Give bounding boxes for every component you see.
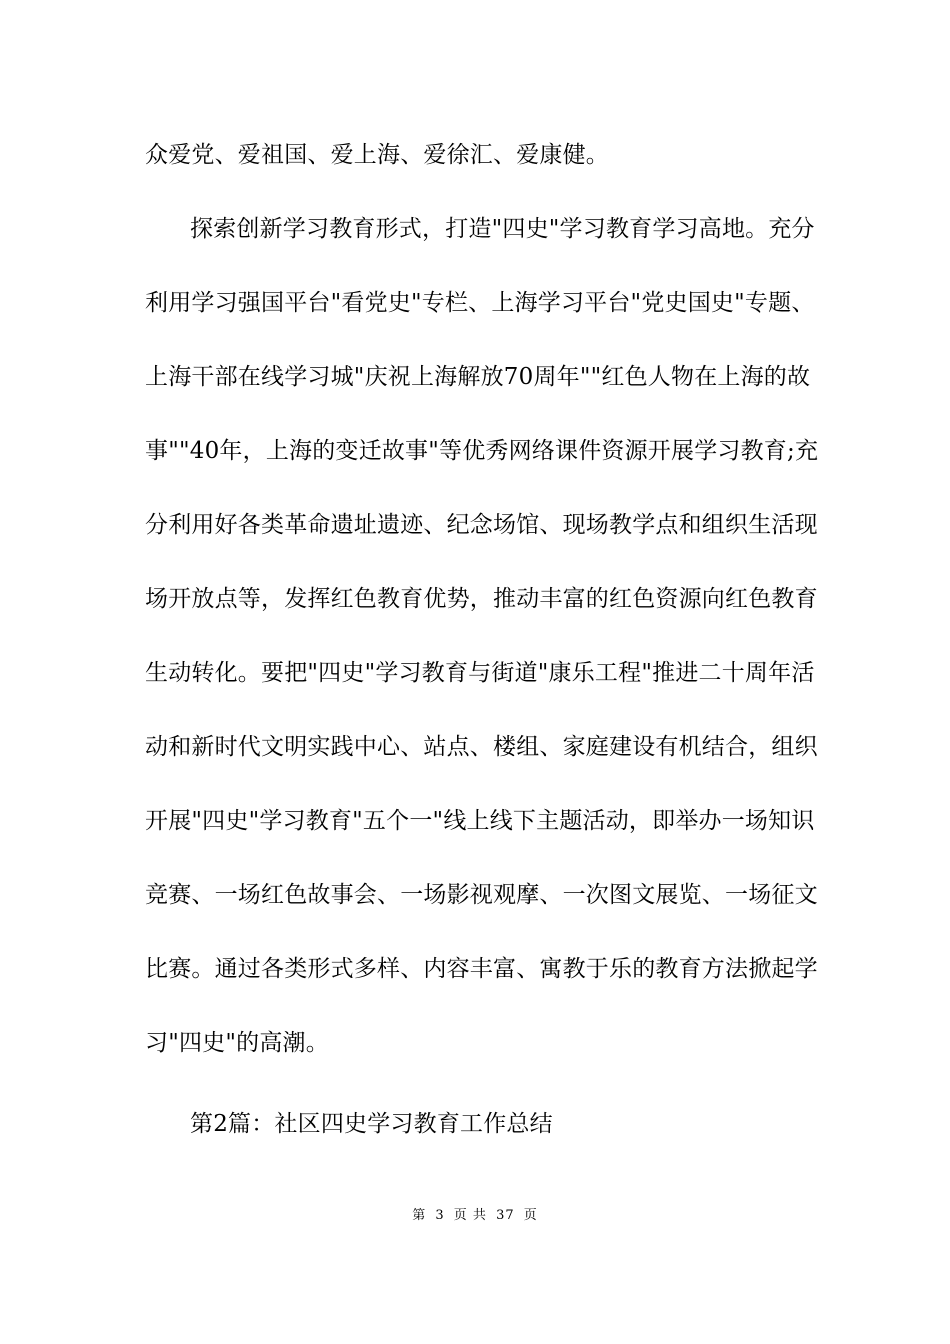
section-heading: 第2篇：社区四史学习教育工作总结: [190, 1111, 553, 1137]
paragraph-line: 比赛。通过各类形式多样、内容丰富、寓教于乐的教育方法掀起学: [145, 956, 818, 982]
paragraph-line: 生动转化。要把"四史"学习教育与街道"康乐工程"推进二十周年活: [145, 660, 815, 686]
paragraph-line: 竞赛、一场红色故事会、一场影视观摩、一次图文展览、一场征文: [145, 882, 818, 908]
paragraph-line: 开展"四史"学习教育"五个一"线上线下主题活动，即举办一场知识: [145, 808, 815, 834]
paragraph-line: 探索创新学习教育形式，打造"四史"学习教育学习高地。充分: [190, 216, 815, 242]
footer-total-pages: 37: [496, 1208, 515, 1223]
footer-suffix: 页: [523, 1208, 538, 1223]
footer-current-page: 3: [435, 1208, 445, 1223]
page-footer: [0, 1207, 950, 1225]
footer-prefix: 第: [412, 1208, 427, 1223]
paragraph-line: 事""40年，上海的变迁故事"等优秀网络课件资源开展学习教育;充: [145, 438, 819, 464]
paragraph-line: 上海干部在线学习城"庆祝上海解放70周年""红色人物在上海的故: [145, 364, 811, 390]
paragraph-line: 场开放点等，发挥红色教育优势，推动丰富的红色资源向红色教育: [145, 586, 818, 612]
footer-middle: 页 共: [453, 1208, 487, 1223]
paragraph-line: 众爱党、爱祖国、爱上海、爱徐汇、爱康健。: [145, 142, 609, 168]
paragraph-line: 分利用好各类革命遗址遗迹、纪念场馆、现场教学点和组织生活现: [145, 512, 818, 538]
paragraph-line: 习"四史"的高潮。: [145, 1030, 329, 1056]
paragraph-line: 动和新时代文明实践中心、站点、楼组、家庭建设有机结合，组织: [145, 734, 818, 760]
paragraph-line: 利用学习强国平台"看党史"专栏、上海学习平台"党史国史"专题、: [145, 290, 815, 316]
